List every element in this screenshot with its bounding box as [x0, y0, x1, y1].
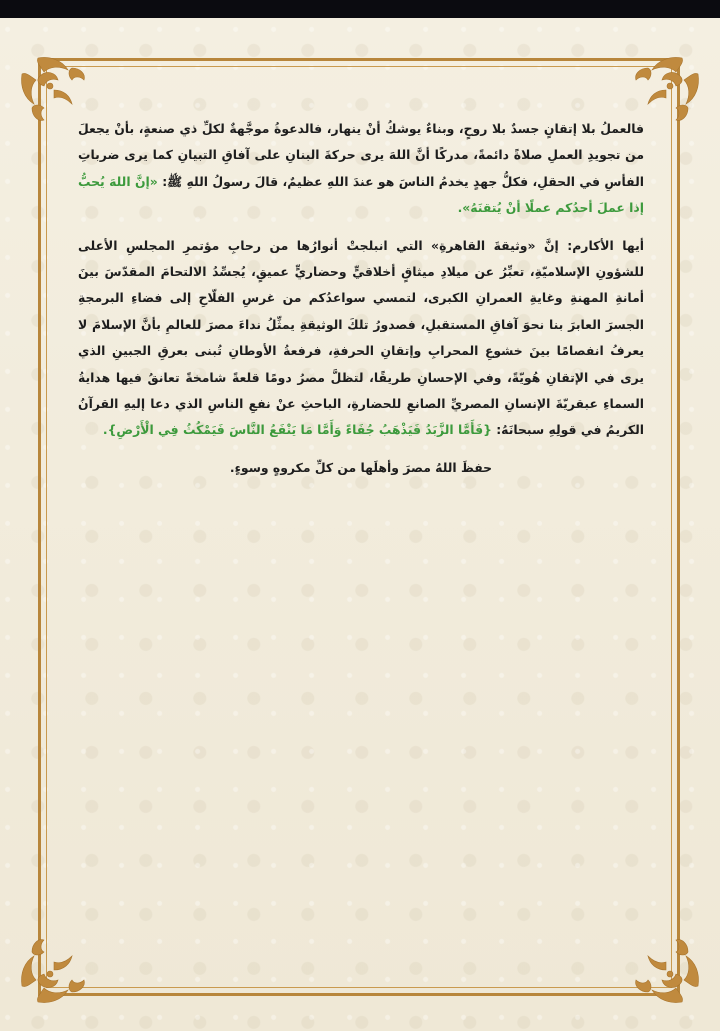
- top-bar: [0, 0, 720, 18]
- paragraph-2-text: أيها الأكارم: إنَّ «وثيقةَ القاهرةِ» التي انبلجتْ أنوارُها من رحابِ مؤتمرِ المجلسِ الأعلى للشؤونِ الإسلاميّةِ، تعبِّرُ عن ميلادِ ميثاقٍ أخلاقيٍّ وحضاريٍّ عميقٍ، يُجسِّدُ الالتحامَ المقدّسَ بينَ أمانةِ المهنةِ وغايةِ العمرانِ الكبرى، لتمسي سواعدُكم من غرسِ الفلّاحِ إلى فضاءِ البرمجةِ الجسرَ العابرَ بنا نحوَ آفاقِ المستقبلِ، فصدورُ تلكَ الوثيقةِ يمثِّلُ نداءَ مصرَ للعالمِ بأنَّ الإسلامَ لا يعرفُ انفصامًا بينَ خشوعِ المحرابِ وإتقانِ الحرفةِ، فرفعةُ الأوطانِ تُبنى بعرقِ الجبينِ الذي يرى في الإتقانِ هُويّةً، وفي الإحسانِ طريقًا، لتظلَّ مصرُ دومًا قلعةً شامخةً تعانقُ فيها هدايةُ السماءِ عبقريّةَ الإنسانِ المصريِّ الصانعِ للحضارةِ، الباحثِ عنْ نفعِ الناسِ الذي دعا إليهِ القرآنُ الكريمُ في قولِهِ سبحانَهُ:: [78, 237, 644, 438]
- document-body: [78, 116, 644, 481]
- paragraph-1: [78, 116, 644, 222]
- floral-corner-ornament-icon: [10, 922, 102, 1014]
- paragraph-2: [78, 233, 644, 444]
- hadith-quote: «إنَّ اللهَ يُحبُّ إذا عملَ أحدُكم عملًا أنْ يُتقنَهُ».: [78, 173, 644, 216]
- closing-prayer: حفظَ اللهُ مصرَ وأهلَها من كلِّ مكروهٍ وسوءٍ.: [229, 459, 493, 475]
- quran-quote: {فَأَمَّا الزَّبَدُ فَيَذْهَبُ جُفَاءً وَأَمَّا مَا يَنْفَعُ النَّاسَ فَيَمْكُثُ فِي الْأَرْضِ}.: [102, 422, 492, 438]
- paragraph-1-text: فالعملُ بلا إتقانٍ جسدٌ بلا روحٍ، وبناءٌ يوشكُ أنْ ينهار، فالدعوةُ موجَّهةٌ لكلِّ ذي صنعةٍ، بأنْ يجعلَ من تجويدِ العملِ صلاةً دائمةً، مدركًا أنَّ اللهَ يرى حركةَ البنانِ على آفاقِ التبيانِ كما يرى ضرباتِ الفأسِ في الحقلِ، فكلُّ جهدٍ يخدمُ الناسَ هو عندَ اللهِ عظيمٌ، قالَ رسولُ اللهِ ﷺ:: [78, 121, 644, 189]
- document-page: [0, 18, 720, 1031]
- floral-corner-ornament-icon: [618, 922, 710, 1014]
